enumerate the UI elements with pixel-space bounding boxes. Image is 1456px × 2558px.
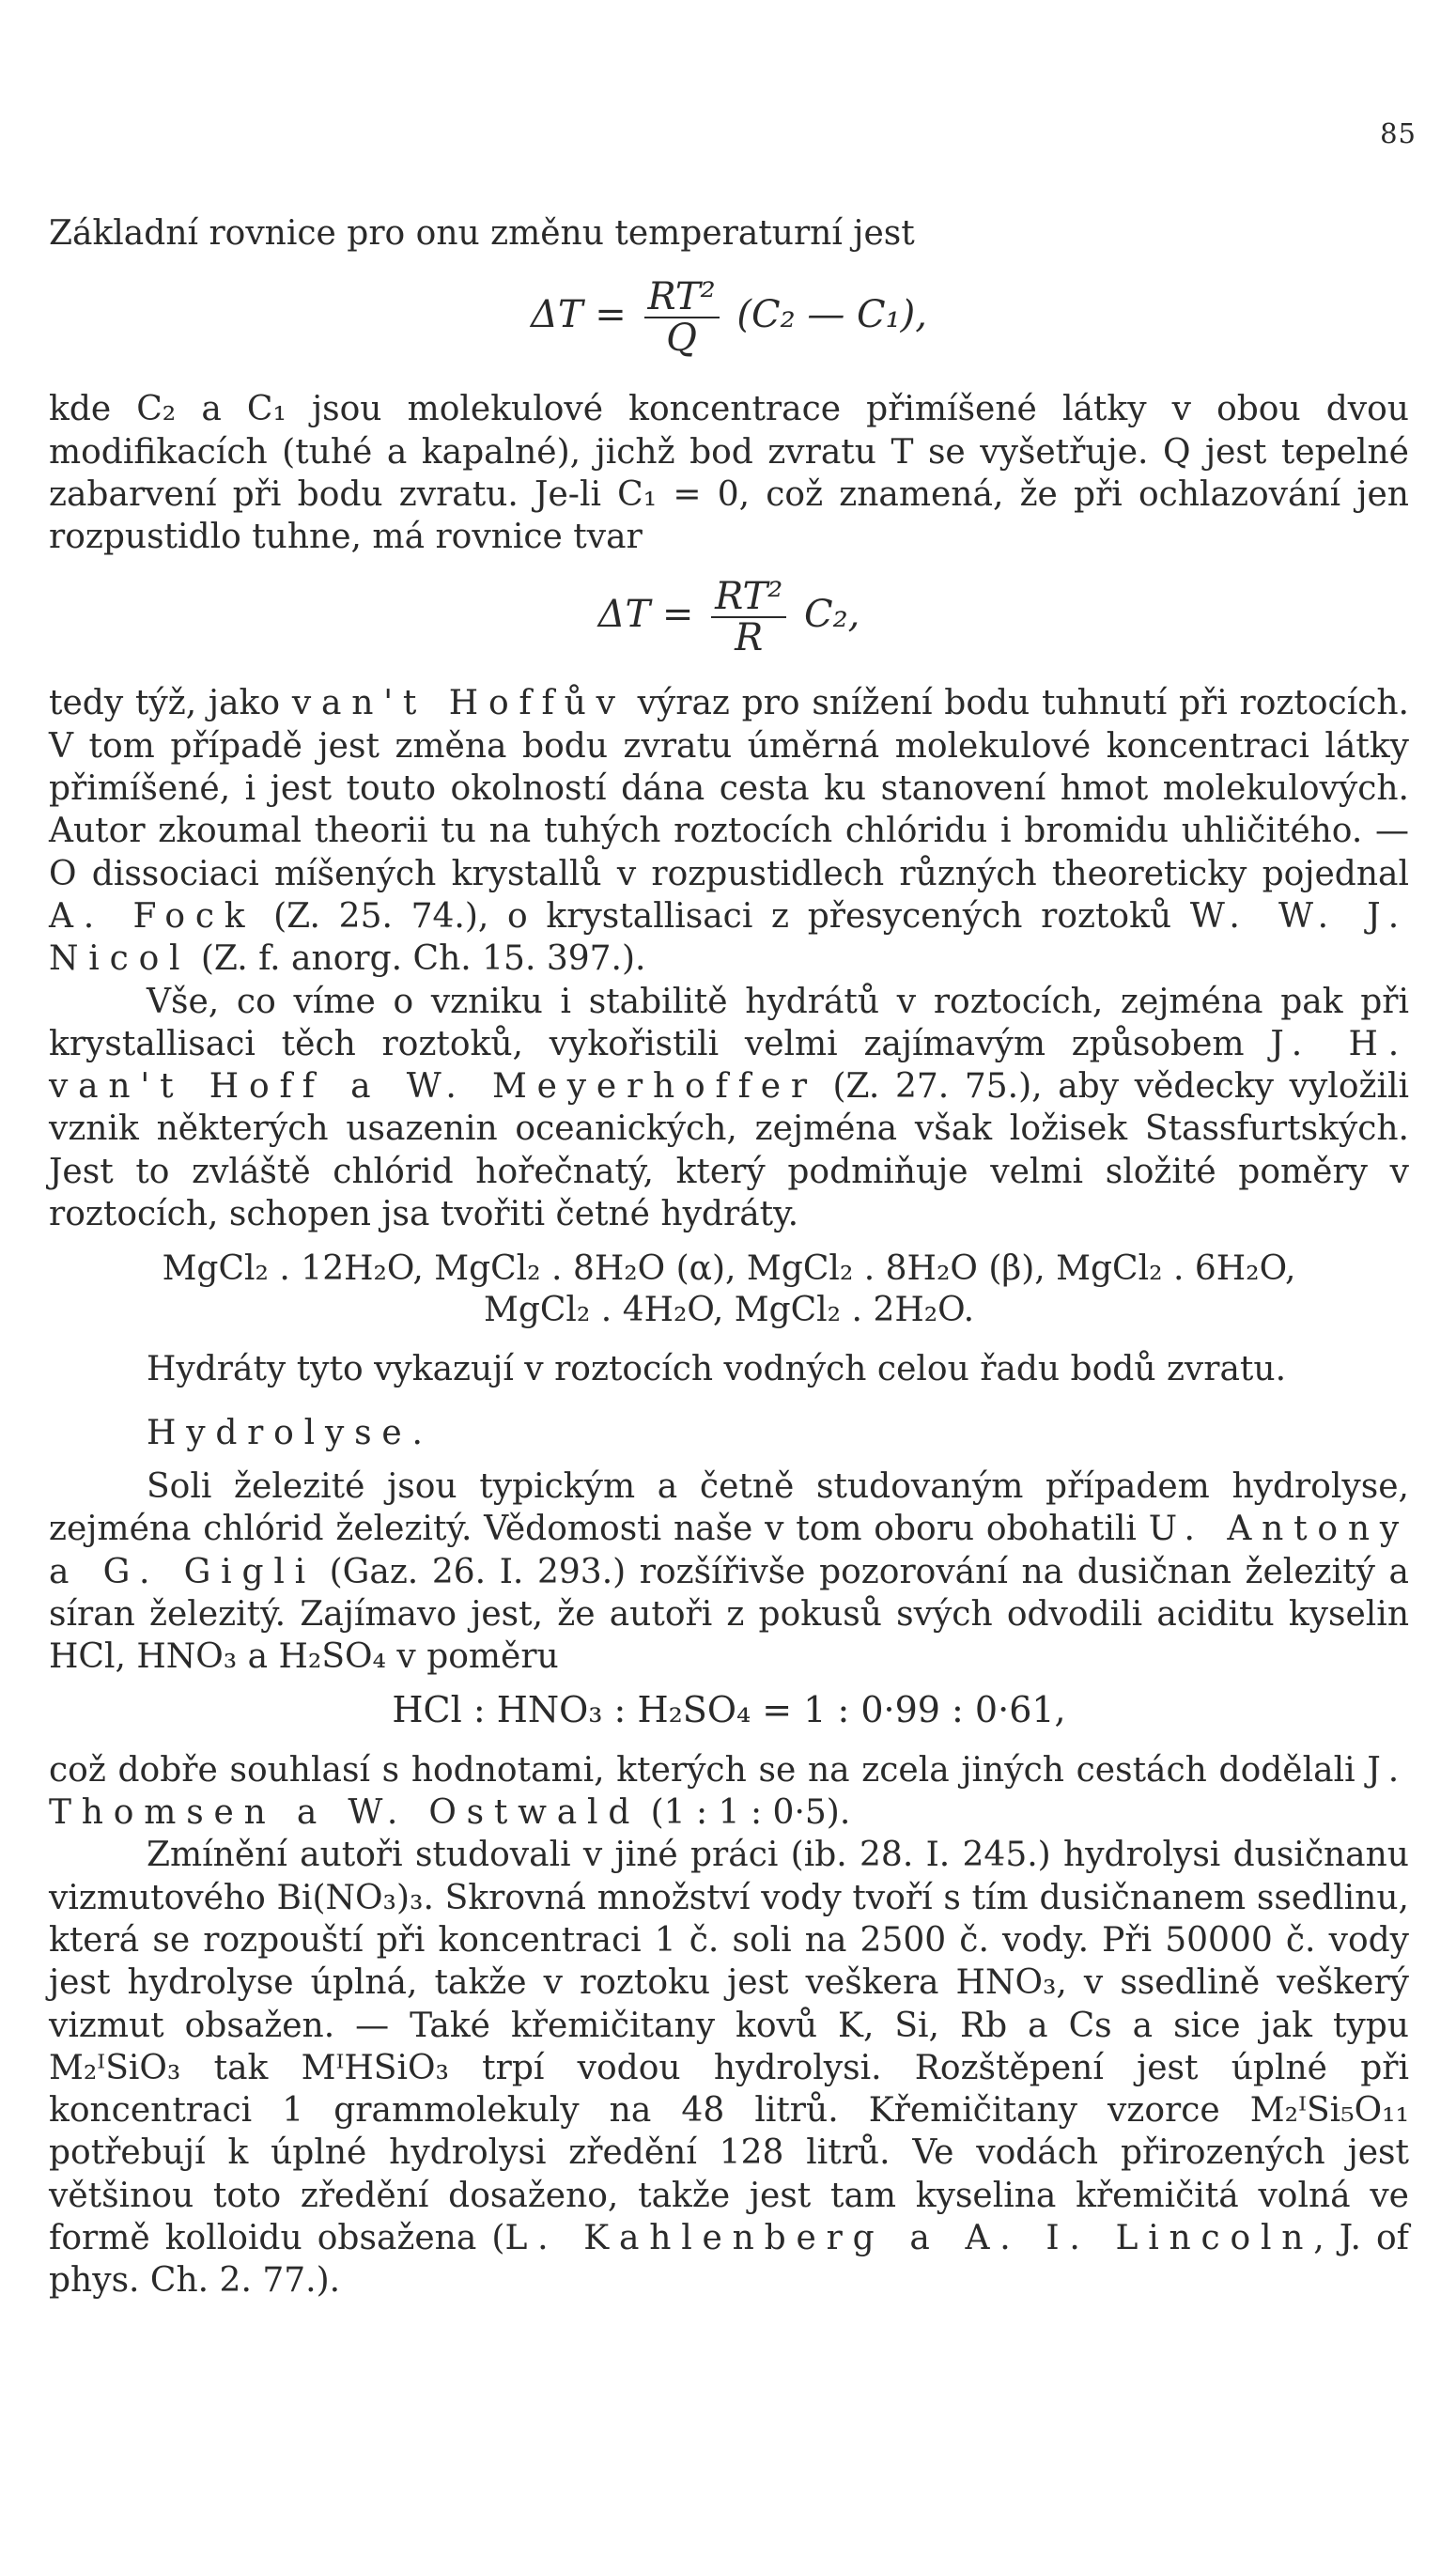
text-run: (Z. f. anorg. Ch. 15. 397.). bbox=[190, 939, 646, 979]
text-run: Vše, co víme o vzniku i stabilitě hydrátů v roztocích, zejména pak při krystallisaci těch roztoků, vykořistili velmi zajímavým způsobem bbox=[49, 982, 1409, 1063]
page-body bbox=[49, 212, 1409, 2302]
text-run: (1 : 1 : 0·5). bbox=[640, 1793, 851, 1833]
text-run: výraz pro snížení bodu tuhnutí při roztocích. V tom případě jest změna bodu zvratu úměrná molekulové koncentraci látky přimíšené, i jest touto okolností dána cesta ku stanovení hmot molekulových. Autor zkoumal theorii tu na tuhých roztocích chlóridu i bromidu uhličitého. — O dissociaci míšených krystallů v rozpustidlech různých theoreticky pojednal bbox=[49, 684, 1409, 893]
author-name: L. Kahlenberg a A. I. Lincoln bbox=[504, 2218, 1314, 2257]
author-name: A. Fock bbox=[49, 896, 256, 936]
paragraph-vant-hoff bbox=[49, 682, 1409, 980]
section-heading: Hydrolyse. bbox=[147, 1413, 433, 1452]
text-run: (Gaz. 26. I. 293.) rozšířivše pozorování na dusičnan železitý a síran železitý. Zajímavo jest, že autoři z pokusů svých odvodili aciditu kyselin HCl, HNO₃ a H₂SO₄ v poměru bbox=[49, 1552, 1409, 1677]
author-name: U. Antony a G. Gigli bbox=[49, 1510, 1409, 1591]
equation-lhs: ΔT = bbox=[530, 293, 627, 337]
equation-numerator: RT² bbox=[644, 277, 720, 318]
equation-rhs: C₂, bbox=[804, 593, 860, 637]
paragraph-bismuth-silicates bbox=[49, 1834, 1409, 2302]
text-run: Zmínění autoři studovali v jiné práci (ib. 28. I. 245.) hydrolysi dusičnanu vizmutového Bi(NO₃)₃. Skrovná množství vody tvoří s tím dusičnanem ssedlinu, která se rozpouští při koncentraci 1 č. soli na 2500 č. vody. Při 50000 č. vody jest hydrolyse úplná, takže v roztoku jest veškera HNO₃, v ssedlině veškerý vizmut obsažen. — Také křemičitany kovů K, Si, Rb a Cs a sice jak typu M₂ᴵSiO₃ tak MᴵHSiO₃ trpí vodou hydrolysi. Rozštěpení jest úplné při koncentraci 1 grammolekuly na 48 litrů. Křemičitany vzorce M₂ᴵSi₅O₁₁ potřebují k úplné hydrolysi zředění 128 litrů. Ve vodách přirozených jest většinou toto zředění dosaženo, takže jest tam kyselina křemičitá volná ve formě kolloidu obsažena ( bbox=[49, 1836, 1409, 2257]
equation-fraction bbox=[644, 275, 720, 361]
author-name: J. Thomsen a W. Ostwald bbox=[49, 1750, 1409, 1833]
author-name: van't Hoffův bbox=[291, 684, 626, 723]
author-name: W. W. J. Nicol bbox=[49, 896, 1409, 979]
equation-denominator: Q bbox=[666, 317, 697, 361]
paragraph-iron-salts bbox=[49, 1465, 1409, 1678]
paragraph-concentrations: kde C₂ a C₁ jsou molekulové koncentrace přimíšené látky v obou dvou modifikacích (tuhé a kapalné), jichž bod zvratu T se vyšetřuje. Q jest tepelné zabarvení při bodu zvratu. Je-li C₁ = 0, což znamená, že při ochlazování jen rozpustidlo tuhne, má rovnice tvar bbox=[49, 390, 1409, 557]
hydrate-formulas-line: MgCl₂ . 4H₂O, MgCl₂ . 2H₂O. bbox=[483, 1291, 975, 1330]
page-number: 85 bbox=[1380, 117, 1417, 149]
equation-numerator: RT² bbox=[711, 577, 786, 618]
text-run: Soli železité jsou typickým a četně studovaným případem hydrolyse, zejména chlórid železitý. Vědomosti naše v tom oboru obohatili bbox=[49, 1466, 1409, 1549]
equation-fraction bbox=[711, 577, 786, 658]
paragraph-hydrate-note: Hydráty tyto vykazují v roztocích vodných celou řadu bodů zvratu. bbox=[147, 1350, 1287, 1389]
paragraph-hydrates bbox=[49, 981, 1409, 1236]
author-name: J. H. van't Hoff a W. Meyerhoffer bbox=[49, 1024, 1409, 1107]
text-run: což dobře souhlasí s hodnotami, kterých se na zcela jiných cestách dodělali bbox=[49, 1750, 1368, 1790]
acidity-ratio: HCl : HNO₃ : H₂SO₄ = 1 : 0·99 : 0·61, bbox=[392, 1689, 1066, 1731]
equation-delta-t bbox=[49, 268, 1409, 375]
hydrate-formulas-line: MgCl₂ . 12H₂O, MgCl₂ . 8H₂O (α), MgCl₂ . 8H₂O (β), MgCl₂ . 6H₂O, bbox=[162, 1249, 1296, 1289]
equation-simplified bbox=[49, 571, 1409, 669]
text-run: tedy týž, jako bbox=[49, 684, 292, 723]
text-run: (Z. 25. 74.), o krystallisaci z přesycených roztoků bbox=[255, 896, 1190, 936]
equation-lhs: ΔT = bbox=[597, 593, 694, 637]
equation-rhs: (C₂ — C₁), bbox=[736, 293, 927, 337]
hydrate-formulas bbox=[49, 1248, 1409, 1331]
text-run: , J. of phys. Ch. 2. 77.). bbox=[49, 2218, 1409, 2301]
paragraph-agreement bbox=[49, 1749, 1409, 1835]
paragraph-intro: Základní rovnice pro onu změnu temperaturní jest bbox=[49, 214, 915, 253]
equation-denominator: R bbox=[735, 616, 764, 660]
text-run: (Z. 27. 75.), aby vědecky vyložili vznik některých usazenin oceanických, zejména však ložisek Stassfurtských. Jest to zvláště chlórid hořečnatý, který podmiňuje velmi složité poměry v roztocích, schopen jsa tvořiti četné hydráty. bbox=[49, 1067, 1409, 1234]
